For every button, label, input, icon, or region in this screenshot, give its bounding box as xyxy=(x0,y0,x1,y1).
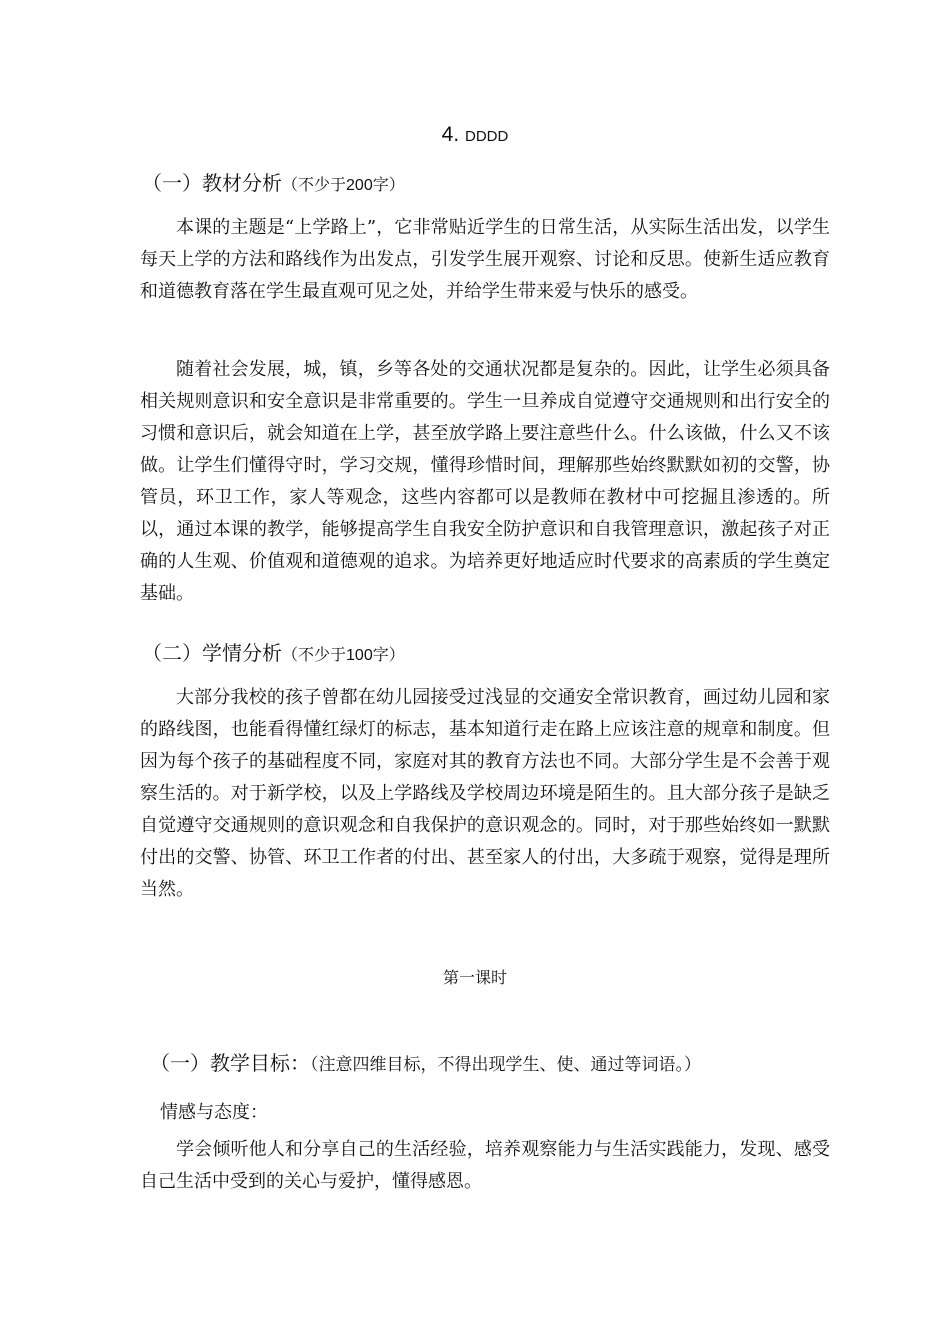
heading-text: （一）教材分析 xyxy=(142,171,282,195)
title-number: 4. xyxy=(441,123,460,146)
sub-label-emotion-attitude: 情感与态度： xyxy=(160,1102,268,1123)
paragraph-learner-1: 大部分我校的孩子曾都在幼儿园接受过浅显的交通安全常识教育，画过幼儿园和家的路线图，也能看得懂红绿灯的标志，基本知道行走在路上应该注意的规章和制度。但因为每个孩子的基础程度不同，家庭对其的教育方法也不同。大部分学生是不会善于观察生活的。对于新学校，以及上学路线及学校周边环境是陌生的。且大部分孩子是缺乏自觉遵守交通规则的意识观念和自我保护的意识观念的。同时，对于那些始终如一默默付出的交警、协管、环卫工作者的付出、甚至家人的付出，大多疏于观察，觉得是理所当然。 xyxy=(140,687,830,900)
heading-note: （不少于200字） xyxy=(282,175,405,194)
heading-text: （一）教学目标： xyxy=(150,1051,310,1075)
paragraph-goals-1: 学会倾听他人和分享自己的生活经验，培养观察能力与生活实践能力，发现、感受自己生活中受到的关心与爱护，懂得感恩。 xyxy=(140,1139,830,1192)
heading-note: （不少于100字） xyxy=(282,645,405,664)
lesson-title: 第一课时 xyxy=(442,968,507,987)
section-heading-learner-analysis xyxy=(142,638,405,671)
heading-note: （注意四维目标，不得出现学生、使、通过等词语。） xyxy=(310,1055,701,1075)
title-suffix: DDDD xyxy=(465,128,509,145)
heading-text: （二）学情分析 xyxy=(142,641,282,665)
document-title xyxy=(0,120,950,152)
section-heading-textbook-analysis xyxy=(142,168,405,201)
paragraph-textbook-1: 本课的主题是“上学路上”，它非常贴近学生的日常生活，从实际生活出发，以学生每天上学的方法和路线作为出发点，引发学生展开观察、讨论和反思。使新生适应教育和道德教育落在学生最直观可见之处，并给学生带来爱与快乐的感受。 xyxy=(140,217,830,302)
paragraph-textbook-2: 随着社会发展，城，镇，乡等各处的交通状况都是复杂的。因此，让学生必须具备相关规则意识和安全意识是非常重要的。学生一旦养成自觉遵守交通规则和出行安全的习惯和意识后，就会知道在上学，甚至放学路上要注意些什么。什么该做，什么又不该做。让学生们懂得守时，学习交规，懂得珍惜时间，理解那些始终默默如初的交警，协管员，环卫工作，家人等观念，这些内容都可以是教师在教材中可挖掘且渗透的。所以，通过本课的教学，能够提高学生自我安全防护意识和自我管理意识，激起孩子对正确的人生观、价值观和道德观的追求。为培养更好地适应时代要求的高素质的学生奠定基础。 xyxy=(140,359,830,604)
section-heading-teaching-goals xyxy=(150,1048,701,1080)
